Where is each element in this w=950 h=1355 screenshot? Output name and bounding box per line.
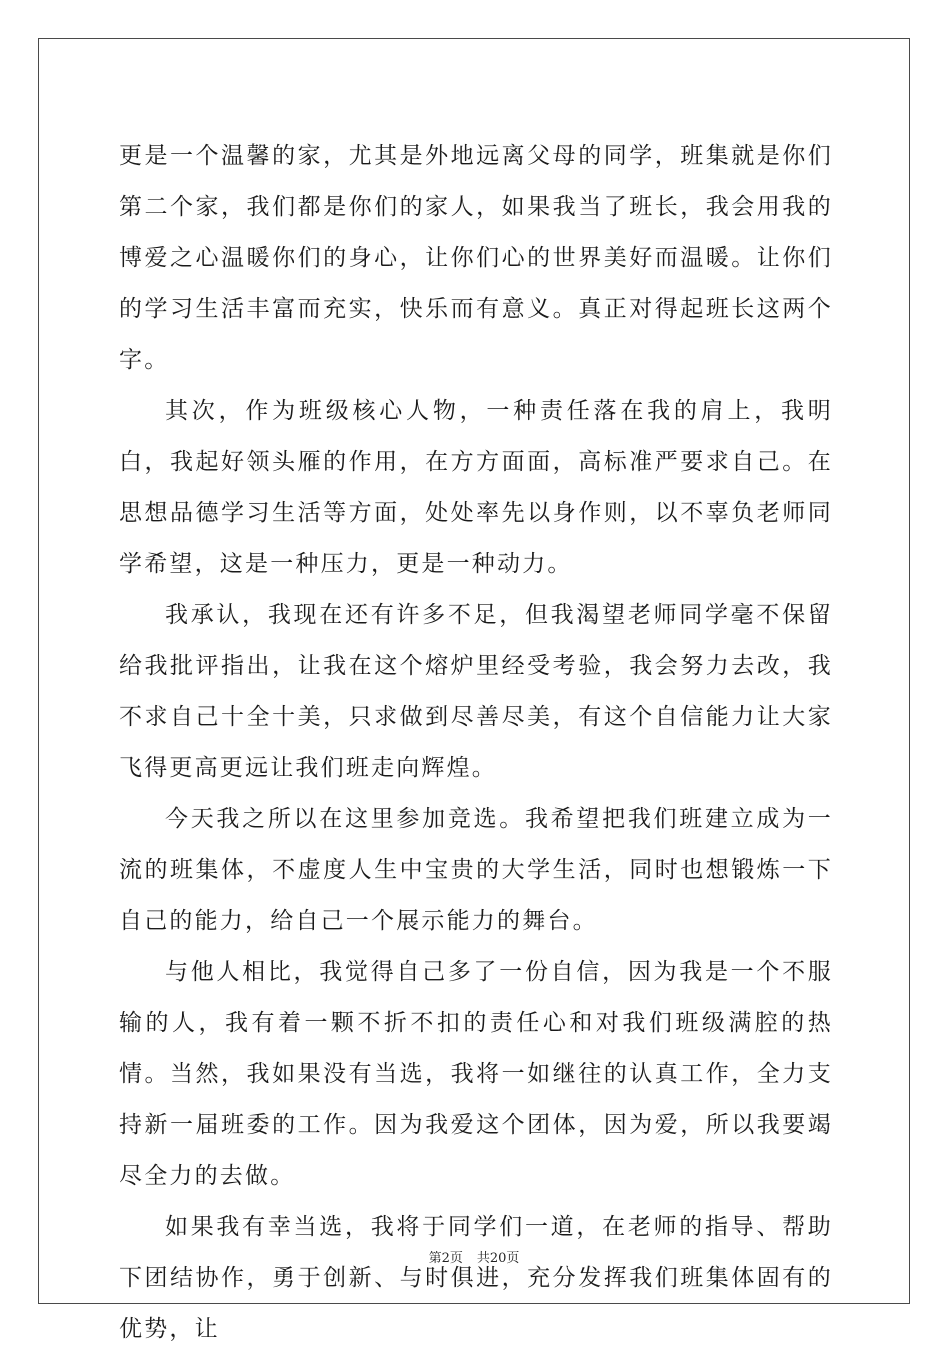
paragraph-5: 与他人相比，我觉得自己多了一份自信，因为我是一个不服输的人，我有着一颗不折不扣的责任心和对我们班级满腔的热情。当然，我如果没有当选，我将一如继往的认真工作，全力支持新一届班委的工作。因为我爱这个团体，因为爱，所以我要竭尽全力的去做。 [119, 959, 833, 1189]
paragraph-3: 我承认，我现在还有许多不足，但我渴望老师同学毫不保留给我批评指出，让我在这个熔炉里经受考验，我会努力去改，我不求自己十全十美，只求做到尽善尽美，有这个自信能力让大家飞得更高更远让我们班走向辉煌。 [119, 602, 833, 781]
paragraph-2: 其次，作为班级核心人物，一种责任落在我的肩上，我明白，我起好领头雁的作用，在方方面面，高标准严要求自己。在思想品德学习生活等方面，处处率先以身作则，以不辜负老师同学希望，这是一种压力，更是一种动力。 [119, 398, 833, 577]
page-footer [39, 1247, 909, 1266]
page-total: 共20页 [476, 1251, 520, 1266]
document-page [38, 38, 910, 1342]
document-body [119, 131, 833, 1355]
paragraph-6: 如果我有幸当选，我将于同学们一道，在老师的指导、帮助下团结协作，勇于创新、与时俱进，充分发挥我们班集体固有的优势，让 [119, 1214, 833, 1342]
page-number: 第2页 [428, 1251, 463, 1266]
paragraph-4: 今天我之所以在这里参加竞选。我希望把我们班建立成为一流的班集体，不虚度人生中宝贵的大学生活，同时也想锻炼一下自己的能力，给自己一个展示能力的舞台。 [119, 806, 833, 934]
paragraph-1: 更是一个温馨的家，尤其是外地远离父母的同学，班集就是你们第二个家，我们都是你们的家人，如果我当了班长，我会用我的博爱之心温暖你们的身心，让你们心的世界美好而温暖。让你们的学习生活丰富而充实，快乐而有意义。真正对得起班长这两个字。 [119, 143, 833, 373]
